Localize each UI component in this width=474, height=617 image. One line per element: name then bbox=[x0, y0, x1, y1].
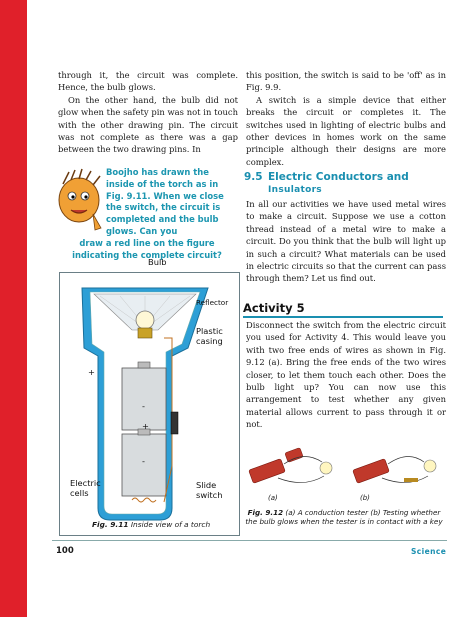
label-plastic-casing: Plastic casing bbox=[196, 326, 223, 346]
section-title-line1: Electric Conductors and bbox=[268, 171, 409, 183]
terminal-minus-2: - bbox=[142, 456, 145, 466]
conduction-tester-illustration bbox=[244, 442, 444, 492]
key-icon bbox=[404, 478, 418, 482]
label-slide-switch: Slide switch bbox=[196, 480, 223, 500]
figure-tester-sub-b: (b) bbox=[360, 494, 370, 502]
section-number: 9.5 bbox=[244, 171, 263, 183]
figure-tester-sub-a: (a) bbox=[268, 494, 278, 502]
right-column-text bbox=[246, 69, 446, 168]
figure-tester-caption bbox=[244, 508, 444, 526]
section-heading bbox=[244, 171, 444, 196]
left-para-1: through it, the circuit was complete. Hence, the bulb glows. bbox=[58, 70, 238, 93]
activity-heading-rule bbox=[243, 316, 443, 318]
footer-book-title: Science bbox=[411, 547, 447, 556]
page-number: 100 bbox=[56, 546, 74, 556]
activity-heading: Activity 5 bbox=[243, 301, 305, 315]
boojho-question-text: Boojho has drawn the inside of the torch as in Fig. 9.11. When we close the switch, the circuit is completed and the bulb glows. Can you bbox=[106, 167, 224, 236]
section-body-text: In all our activities we have used metal wires to make a circuit. Suppose we use a cotton thread instead of a metal wire to make a circuit. Do you think that the bulb will light up in such a circuit? What materials can be used in electric circuits so that the current can pass through them? Let us find out. bbox=[246, 199, 446, 284]
boojho-character-icon bbox=[55, 168, 105, 240]
terminal-plus-1: + bbox=[88, 367, 95, 377]
label-electric-cells: Electric cells bbox=[70, 478, 101, 498]
label-bulb: Bulb bbox=[148, 257, 167, 267]
terminal-minus-1: - bbox=[142, 401, 145, 411]
boojho-question-text-2: draw a red line on the figure indicating the complete circuit? bbox=[72, 238, 222, 260]
right-para-1: this position, the switch is said to be 'off' as in Fig. 9.9. bbox=[246, 70, 446, 93]
left-column-text bbox=[58, 69, 238, 156]
figure-torch-caption-text: Inside view of a torch bbox=[130, 520, 211, 529]
figure-tester-caption-text: (a) A conduction tester (b) Testing whether the bulb glows when the tester is in contact with a key bbox=[245, 508, 443, 527]
footer-rule bbox=[52, 540, 447, 541]
figure-tester-caption-number: Fig. 9.12 bbox=[247, 508, 284, 517]
right-para-2: A switch is a simple device that either breaks the circuit or completes it. The switches used in lighting of electric bulbs and other devices in homes work on the same principle although their designs are more complex. bbox=[246, 94, 446, 167]
section-title-line2: Insulators bbox=[268, 185, 322, 195]
label-reflector: Reflector bbox=[196, 298, 229, 307]
figure-torch-caption-number: Fig. 9.11 bbox=[92, 520, 129, 529]
figure-torch-caption bbox=[92, 520, 242, 529]
activity-body-text: Disconnect the switch from the electric circuit you used for Activity 4. This would leave you with two free ends of wires as shown in Fig. 9.12 (a). Bring the free ends of the two wires closer, to let them touch each other. Does the bulb light up? You can now use this arrangement to test whether any given material allows current to pass through it or not. bbox=[246, 320, 446, 430]
left-para-2: On the other hand, the bulb did not glow when the safety pin was not in touch with the other drawing pin. The circuit was not complete as there was a gap between the two drawing pins. In bbox=[58, 94, 238, 155]
terminal-plus-2: + bbox=[142, 421, 149, 431]
